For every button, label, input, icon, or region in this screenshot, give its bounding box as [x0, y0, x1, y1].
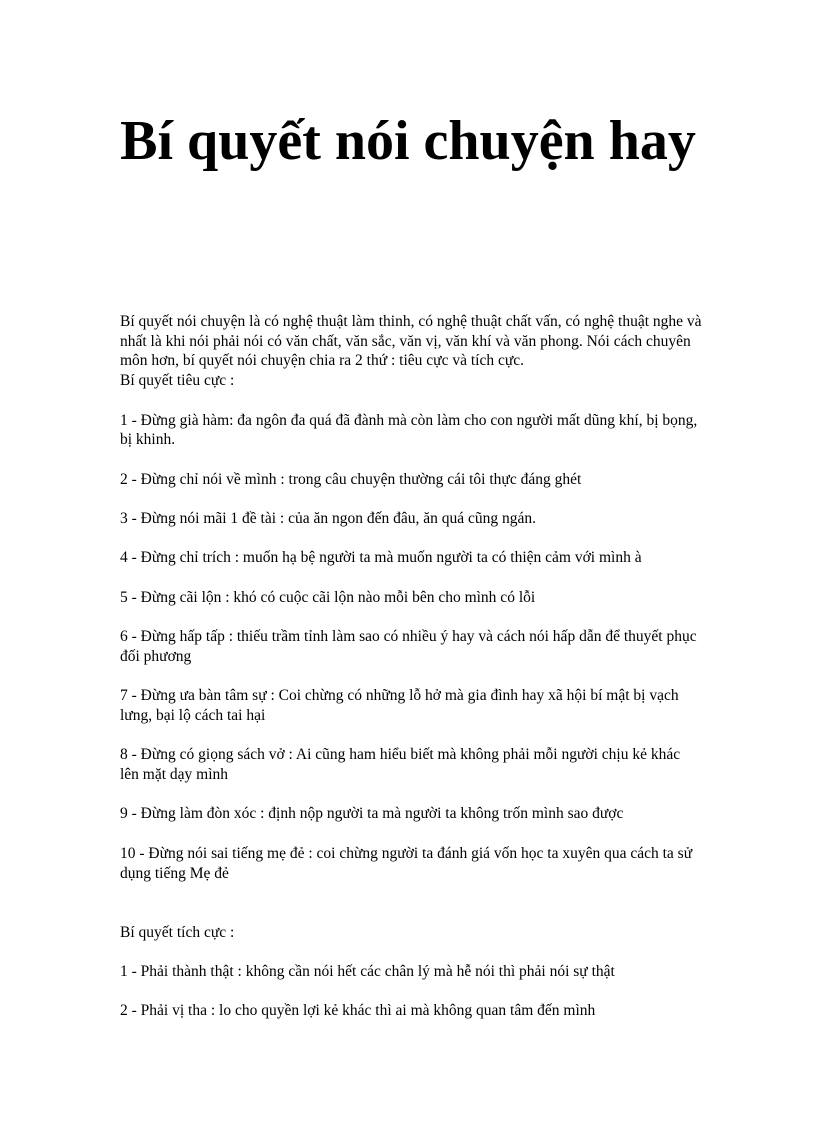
- negative-item-7: 7 - Đừng ưa bàn tâm sự : Coi chừng có những lỗ hở mà gia đình hay xã hội bí mật bị vạch lưng, bại lộ cách tai hại: [120, 687, 679, 724]
- negative-item-3: 3 - Đừng nói mãi 1 đề tài : của ăn ngon đến đâu, ăn quá cũng ngán.: [120, 509, 537, 527]
- negative-item-9: 9 - Đừng làm đòn xóc : định nộp người ta mà người ta không trốn mình sao được: [120, 805, 624, 823]
- positive-item-2: 2 - Phải vị tha : lo cho quyền lợi kẻ khác thì ai mà không quan tâm đến mình: [120, 1002, 596, 1020]
- negative-item-1: 1 - Đừng già hàm: đa ngôn đa quá đã đành mà còn làm cho con người mất dũng khí, bị bọng, bị khinh.: [120, 411, 698, 449]
- positive-heading: Bí quyết tích cực :: [120, 923, 235, 941]
- positive-item-1: 1 - Phải thành thật : không cần nói hết các chân lý mà hễ nói thì phải nói sự thật: [120, 963, 615, 981]
- negative-item-5: 5 - Đừng cãi lộn : khó có cuộc cãi lộn nào mỗi bên cho mình có lỗi: [120, 588, 536, 606]
- negative-item-4: 4 - Đừng chỉ trích : muốn hạ bệ người ta mà muốn người ta có thiện cảm với mình à: [120, 549, 642, 567]
- negative-item-6: 6 - Đừng hấp tấp : thiếu trầm tỉnh làm sao có nhiều ý hay và cách nói hấp dẫn để thuyết phục đối phương: [120, 628, 697, 665]
- document-body: [120, 312, 702, 1021]
- negative-item-2: 2 - Đừng chỉ nói về mình : trong câu chuyện thường cái tôi thực đáng ghét: [120, 470, 582, 488]
- negative-heading: Bí quyết tiêu cực :: [120, 372, 235, 390]
- document-title: Bí quyết nói chuyện hay: [120, 110, 696, 172]
- negative-item-10: 10 - Đừng nói sai tiếng mẹ đẻ : coi chừng người ta đánh giá vốn học ta xuyên qua cách ta sử dụng tiếng Mẹ đẻ: [120, 844, 693, 882]
- negative-item-8: 8 - Đừng có giọng sách vở : Ai cũng ham hiểu biết mà không phải mỗi người chịu kẻ khác lên mặt dạy mình: [120, 746, 681, 784]
- intro-paragraph: Bí quyết nói chuyện là có nghệ thuật làm thinh, có nghệ thuật chất vấn, có nghệ thuật nghe và nhất là khi nói phải nói có văn chất, văn sắc, văn vị, văn khí và văn phong. Nói cách chuyên môn hơn, bí quyết nói chuyện chia ra 2 thứ : tiêu cực và tích cực.: [120, 313, 702, 370]
